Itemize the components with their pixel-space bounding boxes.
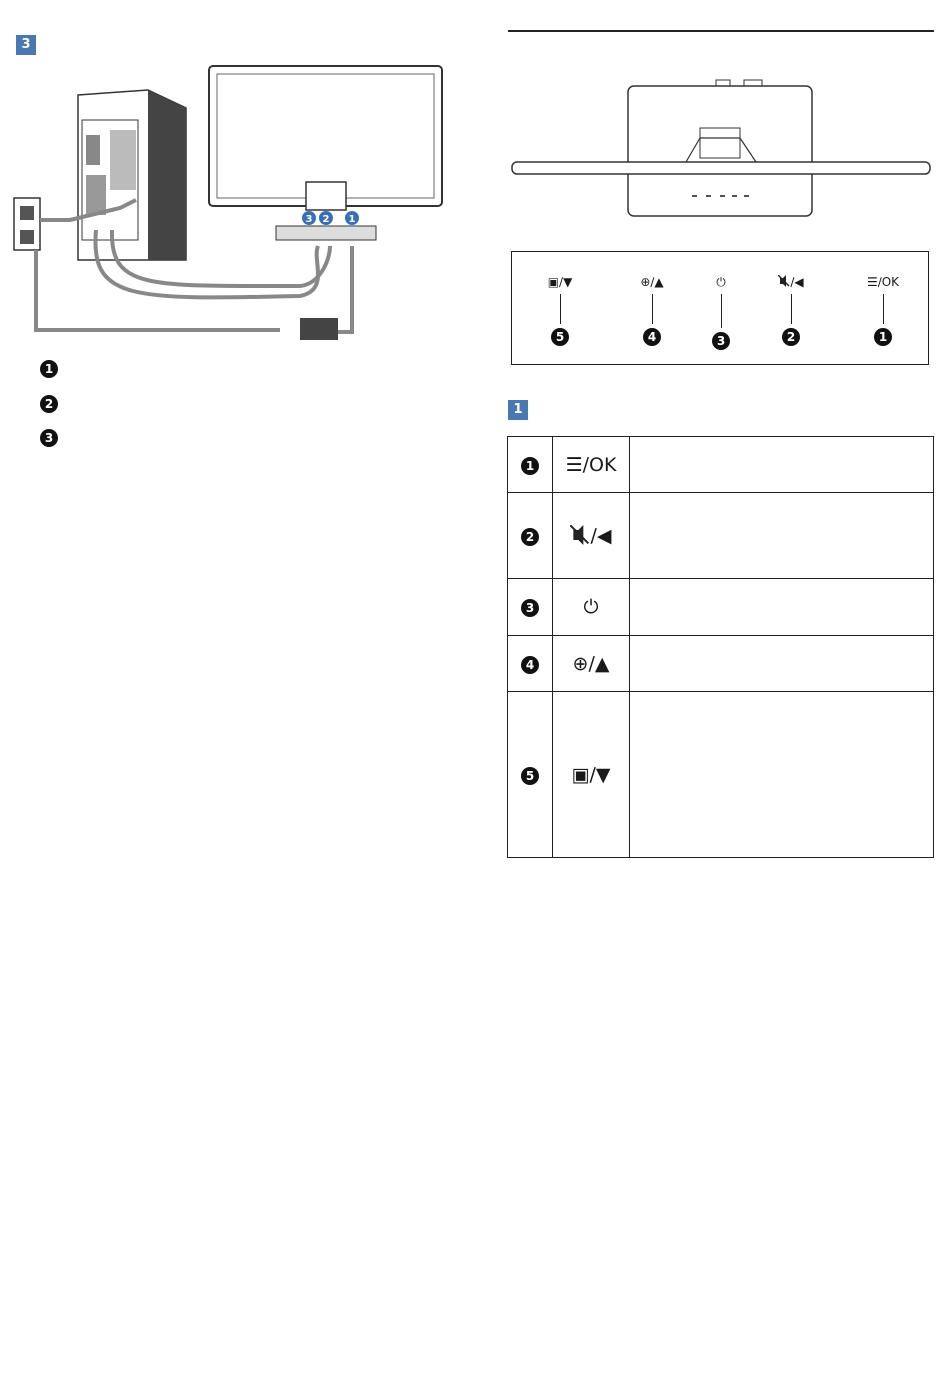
legend-item-2 [40, 393, 58, 413]
panel-button-number: 4 [643, 328, 661, 346]
row-description [630, 636, 934, 692]
controls-table [507, 436, 934, 858]
diagram-marker-3: 3 [305, 214, 313, 225]
panel-button-number: 2 [782, 328, 800, 346]
panel-button-5[interactable] [530, 274, 590, 346]
legend-item-3 [40, 427, 58, 447]
row-description [630, 579, 934, 636]
table-row [508, 692, 934, 858]
table-row [508, 579, 934, 636]
leader-line [652, 294, 653, 324]
panel-button-number: 3 [712, 332, 730, 350]
power-adapter [300, 318, 338, 340]
legend-number-2: 2 [40, 395, 58, 413]
legend-item-1 [40, 358, 58, 378]
audio-mute-left-icon [553, 493, 630, 579]
row-number: 5 [521, 767, 539, 785]
power-icon: ⏻ [716, 275, 726, 289]
step-badge-controls: 1 [508, 400, 528, 420]
leader-line [721, 294, 722, 328]
row-description [630, 692, 934, 858]
leader-line [560, 294, 561, 324]
wall-outlet-illustration [14, 198, 40, 250]
audio-mute-icon [761, 274, 821, 290]
row-description [630, 437, 934, 493]
row-number: 3 [521, 599, 539, 617]
smartimage-icon: ▣∕▼ [547, 275, 573, 289]
smartimage-down-icon: ▣∕▼ [553, 692, 630, 858]
table-row [508, 493, 934, 579]
panel-button-1[interactable] [853, 274, 913, 346]
connection-diagram [0, 60, 460, 350]
panel-button-2[interactable] [761, 274, 821, 346]
table-row [508, 437, 934, 493]
diagram-marker-2: 2 [322, 214, 330, 225]
row-symbol: ∕◀ [590, 524, 612, 547]
panel-button-number: 1 [874, 328, 892, 346]
row-number: 4 [521, 656, 539, 674]
diagram-marker-1: 1 [348, 214, 356, 225]
panel-button-2-symbol: ∕◀ [790, 275, 804, 289]
legend-number-3: 3 [40, 429, 58, 447]
panel-button-number: 5 [551, 328, 569, 346]
input-icon: ⊕∕▲ [640, 275, 664, 289]
power-icon: ⏻ [553, 579, 630, 636]
panel-button-4[interactable] [622, 274, 682, 346]
menu-ok-icon: ☰∕OK [553, 437, 630, 493]
legend-number-1: 1 [40, 360, 58, 378]
table-row [508, 636, 934, 692]
row-number: 2 [521, 528, 539, 546]
input-up-icon: ⊕∕▲ [553, 636, 630, 692]
step-badge-connect: 3 [16, 35, 36, 55]
menu-icon: ☰∕OK [866, 275, 900, 289]
section-divider [508, 30, 934, 32]
row-description [630, 493, 934, 579]
leader-line [791, 294, 792, 324]
panel-button-3[interactable] [691, 274, 751, 350]
leader-line [883, 294, 884, 324]
button-panel [511, 251, 929, 365]
row-number: 1 [521, 457, 539, 475]
monitor-rear-illustration [508, 76, 934, 222]
